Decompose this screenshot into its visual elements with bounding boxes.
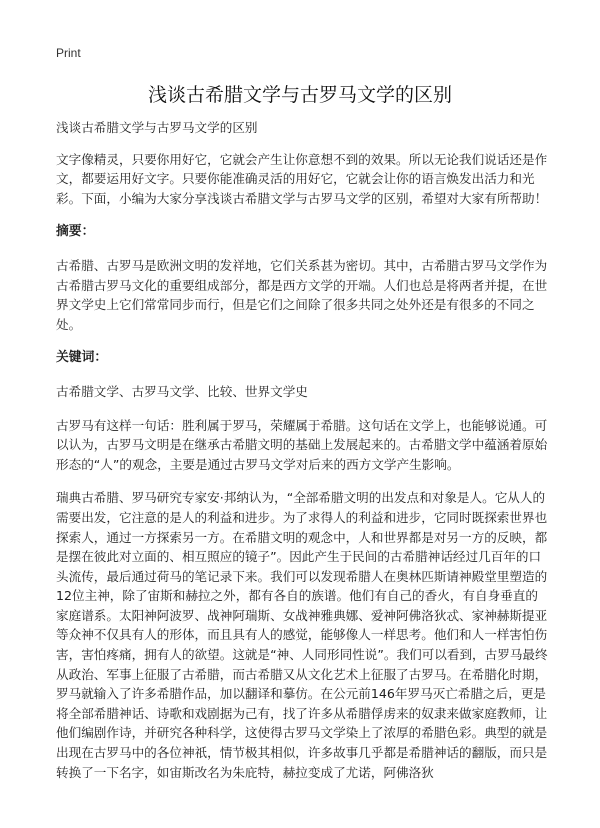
abstract-heading: 摘要： — [56, 224, 95, 240]
body-paragraph-1: 古罗马有这样一句话：胜利属于罗马，荣耀属于希腊。这句话在文学上，也能够说通。可以认为，古罗马文明是在继承古希腊文明的基础上发展起来的。古希腊文学中蕴涵着原始形态的“人”的观念，主要是通过古罗马文学对后来的西方文学产生影响。 — [56, 417, 548, 472]
page-title: 浅谈古希腊文学与古罗马文学的区别 — [147, 84, 452, 106]
intro-paragraph: 文字像精灵，只要你用好它，它就会产生让你意想不到的效果。所以无论我们说话还是作文，都要运用好文字。只要你能准确灵活的用好它，它就会让你的语言焕发出活力和光彩。下面，小编为大家分享浅谈古希腊文学与古罗马文学的区别，希望对大家有所帮助！ — [56, 151, 548, 206]
abstract-paragraph: 古希腊、古罗马是欧洲文明的发祥地，它们关系甚为密切。其中，古希腊古罗马文学作为古希腊古罗马文化的重要组成部分，都是西方文学的开端。人们也总是将两者并提，在世界文学史上它们常常同步而行，但是它们之间除了很多共同之处外还是有很多的不同之处。 — [56, 257, 548, 332]
article-body — [56, 118, 548, 796]
keywords-heading: 关键词： — [56, 350, 108, 366]
article-subtitle: 浅谈古希腊文学与古罗马文学的区别 — [56, 120, 258, 135]
print-label: Print — [56, 46, 81, 60]
keywords-paragraph: 古希腊文学、古罗马文学、比较、世界文学史 — [56, 383, 308, 399]
body-paragraph-2: 瑞典古希腊、罗马研究专家安·邦纳认为，“全部希腊文明的出发点和对象是人。它从人的需要出发，它注意的是人的利益和进步。为了求得人的利益和进步，它同时既探索世界也探索人，通过一方探索另一方。在希腊文明的观念中，人和世界都是对另一方的反映，都是摆在彼此对立面的、相互照应的镜子”。因此产生于民间的古希腊神话经过几百年的口头流传，最后通过荷马的笔记录下来。我们可以发现希腊人在奥林匹斯请神殿堂里塑造的12位主神，除了宙斯和赫拉之外，都有各自的族谱。他们有自己的香火，有自身垂直的家庭谱系。太阳神阿波罗、战神阿瑞斯、女战神雅典娜、爱神阿佛洛狄忒、家神赫斯提亚等众神不仅具有人的形体，而且具有人的感觉，能够像人一样思考。他们和人一样害怕伤害，害怕疼痛，拥有人的欲望。这就是“神、人同形同性说”。我们可以看到，古罗马最终从政治、军事上征服了古希腊，而古希腊又从文化艺术上征服了古罗马。在希腊化时期，罗马就输入了许多希腊作品，加以翻译和摹仿。在公元前146年罗马灭亡希腊之后，更是将全部希腊神话、诗歌和戏剧据为己有，找了许多从希腊俘虏来的奴隶来做家庭教师，让他们编剧作诗，并研究各种科学，这使得古罗马文学染上了浓厚的希腊色彩。典型的就是出现在古罗马中的各位神祇，情节极其相似，许多故事几乎都是希腊神话的翻版，而只是转换了一下名字，如宙斯改名为朱庇特，赫拉变成了尤诺，阿佛洛狄 — [56, 490, 548, 780]
